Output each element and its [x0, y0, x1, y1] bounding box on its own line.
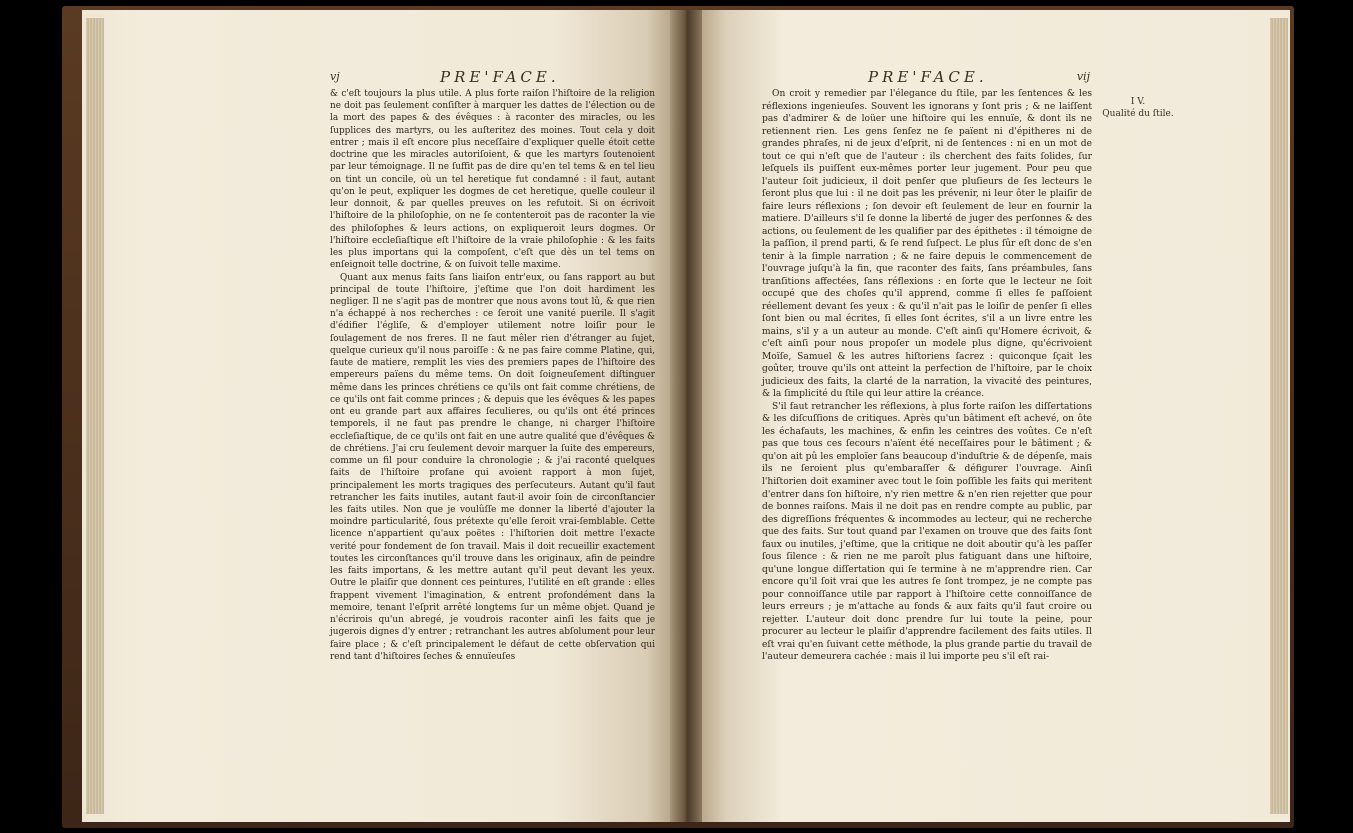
left-paragraph-2: Quant aux menus faits ſans liaiſon entr'eux, ou ſans rapport au but principal de toute l'hiſtoire, j'eſtime que l'on doit hardiment les negliger. Il ne s'agit pas de montrer que nous avons tout lû, & que rien n'a échappé à nos recherches : ce ſeroit une vanité puerile. Il s'agit d'édifier l'égliſe, & d'employer utilement notre loiſir pour le ſoulagement de nos freres. Il ne faut mêler rien d'étranger au ſujet, quelque curieux qu'il nous paroiſſe : & ne pas faire comme Platine, qui, faute de matiere, remplit les vies des premiers papes de l'hiſtoire des empereurs païens du même tems. On doit ſoigneuſement diſtinguer même dans les princes chrétiens ce qu'ils ont fait comme chrétiens, de ce qu'ils ont fait comme princes ; & depuis que les évêques & les papes ont eu grande part aux affaires ſeculieres, ou qu'ils ont été princes temporels, il ne faut pas prendre le change, ni charger l'hiſtoire eccleſiaſtique, de ce qu'ils ont fait en une autre qualité que d'évêques & de chrétiens. J'ai cru ſeulement devoir marquer la ſuite des empereurs, comme un fil pour conduire la chronologie ; & j'ai raconté quelques faits de l'hiſtoire profane qui avoient rapport à mon ſujet, principalement les morts tragiques des perſecuteurs. Autant qu'il faut retrancher les faits inutiles, autant faut-il avoir ſoin de circonſtancier les faits utiles. Non que je voulûſſe me donner la liberté d'ajouter la moindre particularité, ſous prétexte qu'elle ſeroit vrai-ſemblable. Cette licence n'appartient qu'aux poëtes : l'hiſtorien doit mettre l'exacte verité pour fondement de ſon travail. Mais il doit recueillir exactement toutes les circonſtances qu'il trouve dans les originaux, afin de peindre les faits importans, & les mettre autant qu'il peut devant les yeux. Outre le plaiſir que donnent ces peintures, l'utilité en eſt grande : elles frappent vivement l'imagination, & entrent profondément dans la memoire, tenant l'eſprit arrêté longtems ſur un même objet. Quand je n'écrirois qu'un abregé, je voudrois raconter ainſi les faits que je jugerois dignes d'y entrer ; retranchant les autres abſolument pour leur faire place ; & c'eſt principalement le défaut de cette obſervation qui rend tant d'hiſtoires ſeches & ennuïeuſes: [330, 272, 655, 662]
right-page-body: [762, 88, 1092, 664]
right-page-number: vij: [1076, 70, 1090, 83]
margin-note: [1098, 96, 1178, 120]
right-running-header: [760, 68, 1090, 88]
left-running-head: PRE'FACE.: [440, 68, 560, 86]
book-gutter: [670, 10, 702, 822]
left-fore-edge: [86, 18, 104, 814]
left-page-number: vj: [330, 70, 340, 83]
left-page-body: [330, 88, 655, 663]
margin-note-label: Qualité du ſtile.: [1102, 109, 1174, 119]
margin-note-number: I V.: [1130, 97, 1146, 107]
right-running-head: PRE'FACE.: [868, 68, 988, 86]
right-fore-edge: [1270, 18, 1288, 814]
right-paragraph-2: S'il faut retrancher les réflexions, à plus forte raiſon les diſſertations & les diſcuſſions de critiques. Après qu'un bâtiment eſt achevé, on ôte les échafauts, les machines, & enfin les ceintres des voûtes. Ce n'eſt pas que tous ces ſecours n'aïent été neceſſaires pour le bâtiment ; & qu'on ait pû les emploïer ſans beaucoup d'induſtrie & de dépenſe, mais ils ne ſeroient plus qu'embaraſſer & défigurer l'ouvrage. Ainſi l'hiſtorien doit examiner avec tout le ſoin poſſible les faits qui meritent d'entrer dans ſon hiſtoire, n'y rien mettre & n'en rien rejetter que pour de bonnes raiſons. Mais il ne doit pas en rendre compte au public, par des digreſſions fréquentes & incommodes au lecteur, qui ne recherche que des faits. Sur tout quand par l'examen on trouve que des faits ſont faux ou inutiles, j'eſtime, que la critique ne doit aboutir qu'à les paſſer ſous ſilence : & rien ne me paroît plus fatiguant dans une hiſtoire, qu'une longue diſſertation qui ſe termine à ne m'apprendre rien. Car encore qu'il ſoit vrai que les autres ſe ſont trompez, je ne compte pas pour connoiſſance utile par rapport à l'hiſtoire cette connoiſſance de leurs erreurs ; je m'attache au fonds & aux faits qu'il faut croire ou rejetter. L'auteur doit donc prendre ſur lui toute la peine, pour procurer au lecteur le plaiſir d'apprendre facilement des faits utiles. Il eſt vrai qu'en ſuivant cette méthode, la plus grande partie du travail de l'auteur demeurera cachée : mais il lui importe peu s'il eſt rai-: [762, 401, 1092, 663]
left-running-header: [330, 68, 710, 88]
right-paragraph-1: On croit y remedier par l'élegance du ſtile, par les ſentences & les réflexions ingenieuſes. Souvent les ignorans y ſont pris ; & ne laiſſent pas d'admirer & de loüer une hiſtoire qui les ennuïe, & dont ils ne retiennent rien. Les gens ſenſez ne ſe païent ni d'épitheres ni de grandes phraſes, ni de jeux d'eſprit, ni de ſentences : ni en un mot de tout ce qui n'eſt que de l'auteur : ils cherchent des faits ſolides, ſur leſquels ils puiſſent eux-mêmes porter leur jugement. Pour peu que l'auteur ſoit judicieux, il doit penſer que pluſieurs de ſes lecteurs le ſeront plus que lui : il ne doit pas les prévenir, ni leur ôter le plaiſir de faire leurs réflexions ; ſon devoir eſt ſeulement de leur en fournir la matiere. D'ailleurs s'il ſe donne la liberté de juger des perſonnes & des actions, ou ſeulement de les qualifier par des épithetes : il témoigne de la paſſion, il prend parti, & ſe rend ſuſpect. Le plus ſûr eſt donc de s'en tenir à la ſimple narration ; & ne faire depuis le commencement de l'ouvrage juſqu'à la fin, que raconter des faits, ſans préambules, ſans tranſitions affectées, ſans réflexions : en ſorte que le lecteur ne ſoit occupé que des choſes qu'il apprend, comme ſi elles ſe paſſoient réellement devant ſes yeux : & qu'il n'ait pas le loiſir de penſer ſi elles ſont bien ou mal écrites, ſi elles ſont écrites, s'il a un livre entre les mains, s'il y a un auteur au monde. C'eſt ainſi qu'Homere écrivoit, & c'eſt ainſi pour nous propoſer un modele plus digne, qu'écrivoient Moïſe, Samuel & les autres hiſtoriens ſacrez : quiconque ſçait les goûter, trouve qu'ils ont atteint la perfection de l'hiſtoire, par le choix judicieux des faits, la clarté de la narration, la vivacité des peintures, & la ſimplicité du ſtile qui leur attire la créance.: [762, 89, 1092, 400]
left-paragraph-1: & c'eſt toujours la plus utile. A plus forte raiſon l'hiſtoire de la religion ne doit pas ſeulement conſiſter à marquer les dattes de l'élection ou de la mort des papes & des évêques : à raconter des miracles, ou les ſupplices des martyrs, ou les auſteritez des moines. Tout cela y doit entrer ; mais il eſt encore plus neceſſaire d'expliquer quelle étoit cette doctrine que les miracles autoriſoient, & que les martyrs ſoutenoient par leur témoignage. Il ne ſuffit pas de dire qu'en tel tems & en tel lieu on tint un concile, où un tel heretique fut condamné : il faut, autant qu'on le peut, expliquer les dogmes de cet heretique, quelle couleur il leur donnoit, & par quelles preuves on les refutoit. Si on écrivoit l'hiſtoire de la philoſophie, on ne ſe contenteroit pas de raconter la vie des philoſophes & leurs actions, on expliqueroit leurs dogmes. Or l'hiſtoire eccleſiaſtique eſt l'hiſtoire de la vraie philoſophie : & les faits les plus importans qui la compoſent, c'eſt que dès un tel tems on enſeignoit telle doctrine, & on ſuivoit telle maxime.: [330, 89, 655, 271]
